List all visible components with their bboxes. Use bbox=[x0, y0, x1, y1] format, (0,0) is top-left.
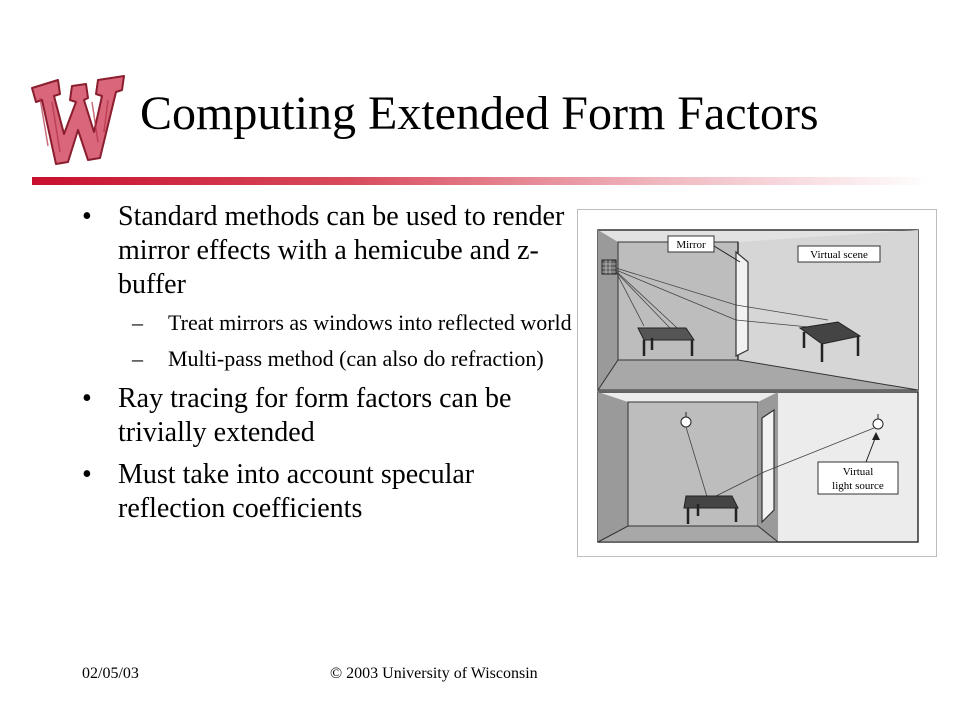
bullet-item bbox=[82, 382, 582, 450]
footer-copyright: © 2003 University of Wisconsin bbox=[330, 665, 538, 682]
mirror-illustration bbox=[577, 209, 937, 557]
bullet-dot: • bbox=[82, 459, 92, 490]
bullet-text: Must take into account specular reflection coefficients bbox=[118, 459, 475, 524]
bullet-dot: • bbox=[82, 383, 92, 414]
bottom-panel bbox=[598, 392, 918, 542]
sub-bullet-text: Treat mirrors as windows into reflected world bbox=[168, 310, 572, 335]
sub-bullet-text: Multi-pass method (can also do refraction) bbox=[168, 346, 544, 371]
title-divider bbox=[32, 177, 932, 185]
bullet-item bbox=[82, 200, 582, 302]
sub-bullet-item bbox=[118, 310, 582, 336]
bullet-text: Standard methods can be used to render mirror effects with a hemicube and z-buffer bbox=[118, 201, 565, 300]
bullet-list bbox=[82, 200, 582, 534]
virtual-light-label-line1: Virtual bbox=[842, 466, 874, 478]
bullet-dot: • bbox=[82, 201, 92, 232]
bullet-item bbox=[82, 458, 582, 526]
top-panel bbox=[598, 230, 918, 390]
mirror-label: Mirror bbox=[676, 239, 706, 251]
slide-title: Computing Extended Form Factors bbox=[140, 87, 819, 140]
footer-date: 02/05/03 bbox=[82, 665, 139, 682]
sub-bullet-dash: – bbox=[132, 346, 143, 371]
university-w-logo bbox=[28, 72, 128, 168]
virtual-scene-label: Virtual scene bbox=[810, 249, 868, 261]
sub-bullet-dash: – bbox=[132, 310, 143, 335]
bullet-text: Ray tracing for form factors can be trivially extended bbox=[118, 383, 512, 448]
virtual-light-label-line2: light source bbox=[832, 480, 884, 492]
sub-bullet-item bbox=[118, 346, 582, 372]
